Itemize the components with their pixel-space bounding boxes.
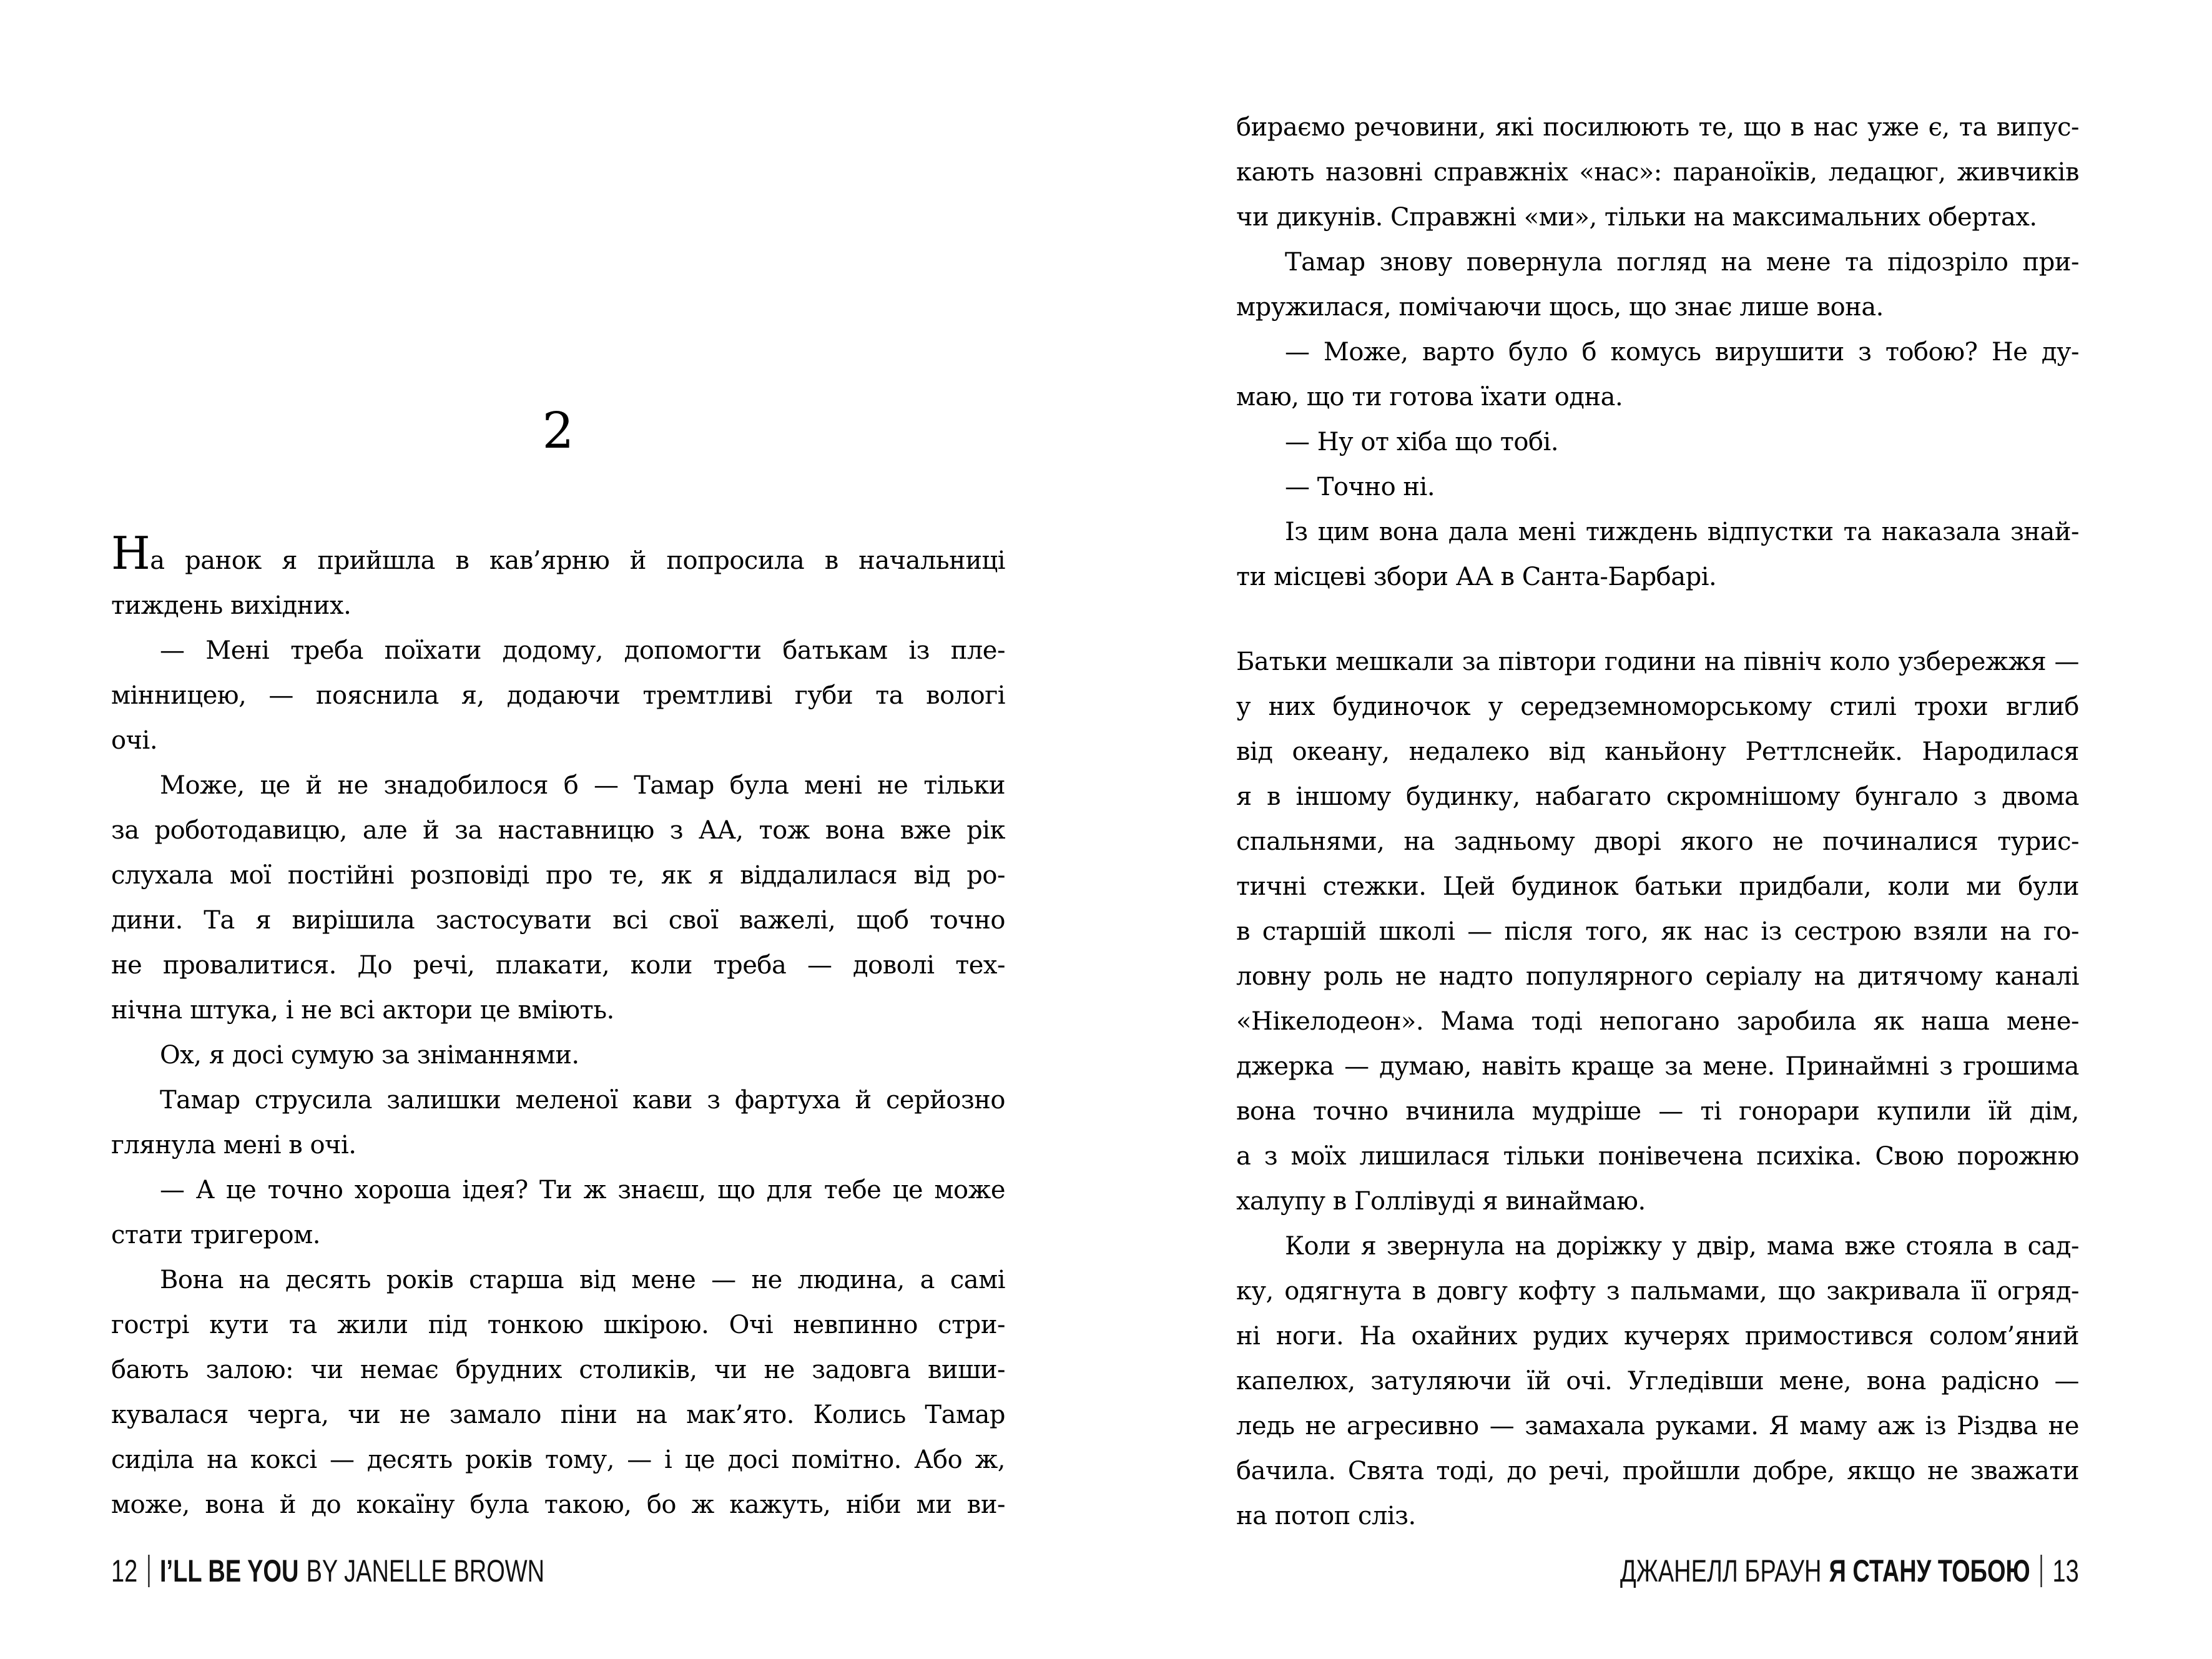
left-page-footer [111, 1553, 1005, 1588]
body-line: мінницею, — пояснила я, додаючи тремтливі губи та вологі [111, 681, 1005, 710]
paragraph [1236, 240, 2079, 330]
body-line: «Нікелодеон». Мама тоді непогано заробила як наша мене- [1236, 1007, 2079, 1036]
right-page-footer [1236, 1553, 2079, 1588]
footer-book-title: Я СТАНУ ТОБОЮ [1829, 1553, 2031, 1588]
body-line: ледь не агресивно — замахала руками. Я маму аж із Різдва не [1236, 1412, 2079, 1440]
body-line: від океану, недалеко від каньйону Реттлснейк. Народилася [1236, 737, 2079, 766]
body-line: дини. Та я вирішила застосувати всі свої важелі, щоб точно [111, 906, 1005, 935]
body-line: кувалася черга, чи не замало піни на мак’ято. Колись Тамар [111, 1401, 1005, 1429]
page-number: 12 [111, 1553, 138, 1588]
body-line: у них будиночок у середземноморському стилі трохи вглиб [1236, 692, 2079, 721]
paragraph [1236, 465, 2079, 510]
body-line: кають назовні справжніх «нас»: параноїків, ледацюг, живчиків [1236, 158, 2079, 187]
footer-book-title: I’LL BE YOU [159, 1553, 299, 1588]
body-line: стати тригером. [111, 1221, 320, 1249]
body-line: халупу в Голлівуді я винаймаю. [1236, 1187, 1646, 1216]
body-line: тиждень вихідних. [111, 591, 351, 620]
page-number: 13 [2052, 1553, 2079, 1588]
footer-byline: BY JANELLE BROWN [306, 1553, 545, 1588]
body-line: — Мені треба поїхати додому, допомогти батькам із пле- [160, 636, 1005, 665]
body-line: ні ноги. На охайних рудих кучерях примостився солом’яний [1236, 1322, 2079, 1351]
body-line: ти місцеві збори АА в Санта-Барбарі. [1236, 563, 1717, 591]
body-line: вона точно вчинила мудріше — ті гонорари купили їй дім, [1236, 1097, 2079, 1126]
body-line: Може, це й не знадобилося б — Тамар була мені не тільки [160, 771, 1005, 800]
body-line: а з моїх лишилася тільки понівечена психіка. Свою порожню [1236, 1142, 2079, 1171]
left-page [111, 0, 1005, 1659]
body-line: Із цим вона дала мені тиждень відпустки та наказала знай- [1285, 518, 2079, 546]
body-line: На ранок я прийшла в кав’ярню й попросила в начальниці [111, 527, 1005, 579]
body-line: ку, одягнута в довгу кофту з пальмами, що закривала її огряд- [1236, 1277, 2079, 1306]
paragraph [1236, 105, 2079, 240]
footer-divider [148, 1555, 149, 1587]
body-line: глянула мені в очі. [111, 1131, 356, 1159]
paragraph [1236, 330, 2079, 420]
body-line: — Може, варто було б комусь вирушити з тобою? Не ду- [1285, 338, 2079, 367]
body-line: в старшій школі — після того, як нас із сестрою взяли на го- [1236, 917, 2079, 946]
body-line: тичні стежки. Цей будинок батьки придбали, коли ми були [1236, 872, 2079, 901]
paragraph [1236, 1224, 2079, 1538]
body-line: бираємо речовини, які посилюють те, що в нас уже є, та випус- [1236, 113, 2079, 142]
left-footer-content [111, 1553, 544, 1588]
paragraph [1236, 420, 2079, 465]
paragraph [111, 628, 1005, 763]
paragraph [111, 1168, 1005, 1258]
body-line: може, вона й до кокаїну була такою, бо ж кажуть, ніби ми ви- [111, 1490, 1005, 1519]
paragraph [111, 527, 1005, 628]
body-line: — Ну от хіба що тобі. [1285, 428, 1559, 456]
body-line: — А це точно хороша ідея? Ти ж знаєш, що для тебе це може [160, 1176, 1005, 1204]
body-line: на потоп сліз. [1236, 1502, 1416, 1530]
body-line: я в іншому будинку, набагато скромнішому бунгало з двома [1236, 782, 2079, 811]
body-line: сиділа на коксі — десять років тому, — і це досі помітно. Або ж, [111, 1445, 1005, 1474]
body-line: Тамар струсила залишки меленої кави з фартуха й серйозно [160, 1086, 1005, 1115]
body-line: нічна штука, і не всі актори це вміють. [111, 996, 614, 1025]
paragraph [111, 1033, 1005, 1078]
left-page-body [111, 527, 1005, 1527]
body-line: Коли я звернула на доріжку у двір, мама вже стояла в сад- [1285, 1232, 2079, 1261]
paragraph-initial: Н [111, 527, 150, 579]
body-line: гострі кути та жили під тонкою шкірою. Очі невпинно стри- [111, 1311, 1005, 1339]
footer-divider [2041, 1555, 2042, 1587]
right-page-body [1236, 105, 2079, 1538]
chapter-number: 2 [542, 401, 574, 460]
body-line: спальнями, на задньому дворі якого не починалися турис- [1236, 827, 2079, 856]
paragraph [1236, 639, 2079, 1224]
body-line: бають залою: чи немає брудних столиків, чи не задовга виши- [111, 1356, 1005, 1384]
paragraph [111, 1258, 1005, 1527]
body-line: бачила. Свята тоді, до речі, пройшли добре, якщо не зважати [1236, 1457, 2079, 1485]
body-line: джерка — думаю, навіть краще за мене. Принаймні з грошима [1236, 1052, 2079, 1081]
paragraph [1236, 510, 2079, 599]
body-line: Вона на десять років старша від мене — не людина, а самі [160, 1266, 1005, 1294]
footer-author: ДЖАНЕЛЛ БРАУН [1620, 1553, 1822, 1588]
paragraph [111, 1078, 1005, 1168]
body-line: слухала мої постійні розповіді про те, як я віддалилася від ро- [111, 861, 1005, 890]
body-line: ловну роль не надто популярного серіалу на дитячому каналі [1236, 962, 2079, 991]
body-line: — Точно ні. [1285, 473, 1435, 501]
body-line: очі. [111, 726, 158, 755]
right-page [1236, 0, 2079, 1659]
body-line: Тамар знову повернула погляд на мене та підозріло при- [1285, 248, 2079, 277]
body-line: Батьки мешкали за півтори години на північ коло узбережжя — [1236, 647, 2079, 676]
right-footer-content [1620, 1553, 2079, 1588]
body-line: маю, що ти готова їхати одна. [1236, 383, 1623, 411]
body-line: Ох, я досі сумую за зніманнями. [160, 1041, 579, 1070]
body-line: чи дикунів. Справжні «ми», тільки на максимальних обертах. [1236, 203, 2037, 232]
body-line: за роботодавицю, але й за наставницю з АА, тож вона вже рік [111, 816, 1005, 845]
body-line: мружилася, помічаючи щось, що знає лише вона. [1236, 293, 1884, 322]
paragraph [111, 763, 1005, 1033]
body-line: не провалитися. До речі, плакати, коли треба — доволі тех- [111, 951, 1005, 980]
body-line: капелюх, затуляючи їй очі. Угледівши мене, вона радісно — [1236, 1367, 2079, 1396]
